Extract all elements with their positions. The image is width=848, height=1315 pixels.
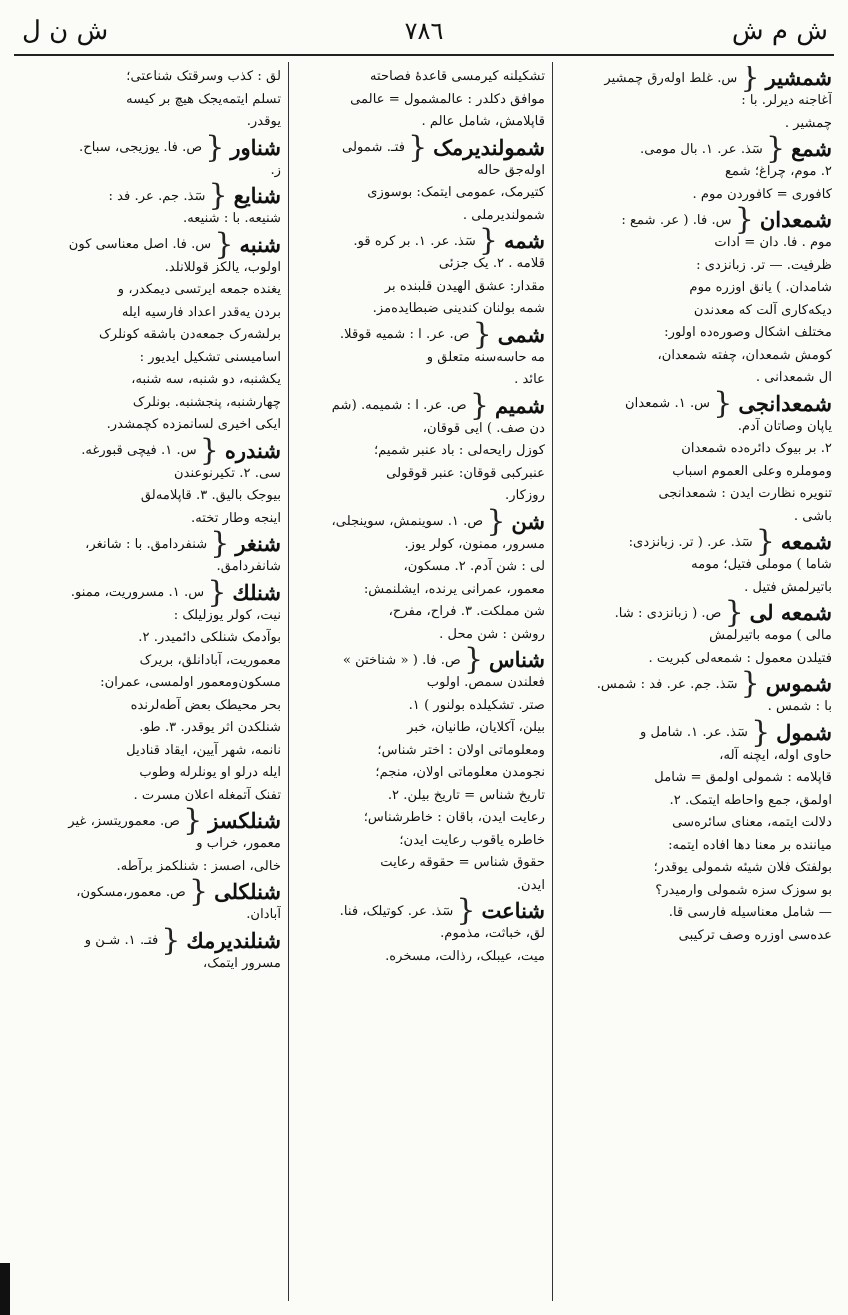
entry-headword: شن	[511, 508, 545, 534]
entry-brace: {	[724, 595, 744, 630]
definition-line: ایکی اخیری لسانمزدە کچمشدر.	[106, 417, 281, 432]
definition-line: رعایت ایدن، باقان : خاطرشناس؛	[363, 810, 545, 825]
entry-brace: {	[161, 922, 181, 958]
definition-line: س. فا. اصل معناسی کون	[68, 237, 212, 252]
definition-line: حقوق شناس = حقوقە رعایت	[380, 855, 545, 870]
entry-headword: شمعه	[780, 529, 832, 554]
definition-line: شن مملکت. ٣. فراح، مفرح،	[388, 604, 545, 619]
entry-headword: شمیم	[494, 392, 545, 418]
definition-line: شمە بولنان کندینی ضبطایدەمز.	[372, 301, 545, 316]
entry-brace: {	[740, 666, 760, 701]
entry-definition	[560, 396, 832, 528]
definition-line: معمور، خراب و	[196, 836, 281, 851]
definition-line: فعلندن سمص. اولوب	[426, 675, 545, 690]
definition-line: میاننده بر معنا دها افادە ایتمە:	[668, 837, 832, 853]
definition-line: ص. معموریتسز، غیر	[68, 813, 181, 829]
definition-line: دلالت ایتمە، معنای سائرەسی	[672, 815, 832, 830]
definition-line: ال شمعدانی .	[755, 370, 832, 385]
definition-line: لق : کذب وسرقتک شناعتی؛	[126, 69, 281, 84]
entry-brace: {	[469, 387, 489, 423]
definition-line: آغاجنه دیرلر. با :	[741, 93, 832, 108]
definition-line: ص. ( زبانزدی : شا.	[614, 605, 722, 621]
entry-brace: {	[472, 316, 492, 352]
definition-line: مە حاسەسنە متعلق و	[426, 349, 545, 365]
definition-line: ظرفیت. — تر. زبانزدی :	[696, 257, 832, 273]
entry-headword: شناس	[489, 647, 545, 672]
definition-line: دن صف. ) ایی قوقان،	[422, 420, 545, 436]
dictionary-entry	[560, 666, 832, 719]
definition-line: — شامل معناسیلە فارسی قا.	[668, 905, 832, 920]
definition-line: روزکار.	[505, 488, 545, 503]
definition-line: خاطرە یاقوب رعایت ایدن؛	[399, 832, 545, 848]
definition-line: اولەجق حالە	[477, 162, 545, 178]
header-right-letters: ش م ش	[731, 16, 828, 46]
entry-definition	[297, 514, 545, 646]
dictionary-entry	[297, 642, 545, 897]
definition-line: خالی، اصسز : شنلکمز برآطە.	[116, 858, 281, 874]
definition-line: تشکیلنە کیرمسی قاعدۀ فصاحتە	[369, 69, 545, 84]
entry-brace: {	[713, 385, 733, 421]
entry-brace: {	[208, 178, 228, 213]
entry-headword: شندره	[224, 437, 281, 463]
dictionary-entry	[297, 66, 545, 134]
definition-line: معموریت، آبادانلق، بریرک	[139, 652, 281, 668]
definition-line: س. غلط اولەرق چمشیر	[604, 70, 738, 86]
definition-line: عدەسی اوزرە وصف ترکیبی	[678, 927, 832, 943]
definition-line: سٓذ. جم. عر. فد : شمس.	[596, 676, 738, 692]
page-header	[14, 10, 834, 56]
definition-line: چمشیر .	[784, 115, 832, 131]
dictionary-entry	[18, 129, 281, 183]
definition-line: لق، خباثت، مذموم.	[440, 926, 545, 941]
definition-line: شامدان. ) یانق اوزره موم	[689, 280, 832, 295]
entry-brace: {	[765, 131, 786, 166]
entry-headword: شنلکلی	[214, 879, 281, 904]
entry-headword: شمشیر	[765, 66, 832, 90]
dictionary-entry	[560, 595, 832, 670]
dictionary-entry	[297, 387, 545, 508]
definition-line: مسرور ایتمک،	[202, 955, 281, 971]
definition-line: ص. عر. ا : شمیە قوقلا.	[339, 327, 470, 342]
definition-line: سٓذ. عر. ١. شامل و	[640, 725, 749, 740]
entry-headword: شنلکسز	[208, 808, 281, 833]
dictionary-entry	[18, 526, 281, 579]
definition-line: بولفتک فلان شیئە شمولی یوقدر؛	[653, 860, 832, 875]
entry-headword: شمولندیرمک	[433, 134, 545, 160]
entry-headword: شموس	[765, 671, 832, 696]
definition-line: تسلم ایتمەیجک هیچ بر کیسە	[126, 91, 281, 107]
definition-line: یاپان وصاتان آدم.	[737, 418, 832, 434]
entry-headword: شمول	[776, 719, 832, 745]
definition-line: مسرور، ممنون، کولر یوز.	[404, 536, 545, 552]
entry-headword: شنایع	[233, 183, 281, 208]
definition-line: یکشنبە، دو شنبە، سە شنبە،	[131, 372, 281, 387]
definition-line: مسکون‌ومعمور اولمسی، عمران:	[100, 675, 281, 690]
definition-line: تفنک آتمغلە اعلان مسرت .	[133, 787, 281, 803]
dictionary-entry	[297, 223, 545, 321]
entry-headword: شنلك	[232, 579, 281, 605]
page-number: ٧٨٦	[404, 17, 444, 45]
entry-definition	[18, 585, 281, 807]
definition-line: ص. معمور،مسکون،	[76, 884, 186, 900]
definition-line: حاوی اولە، ایچنە آلە،	[719, 747, 832, 763]
definition-line: معمور، عمرانی یرندە، ایشلنمش:	[363, 581, 545, 597]
entry-brace: {	[408, 129, 428, 165]
definition-line: نانمە، شهر آیین، ایقاد قنادیل	[126, 742, 281, 758]
definition-line: نیت، کولر یوزلیلک :	[173, 607, 281, 623]
definition-line: فتیلدن معمول : شمعەلی کبریت .	[648, 650, 832, 666]
entry-headword: شمه	[504, 228, 545, 253]
definition-line: سٓذ. عر. ١. بال مومی.	[640, 141, 763, 157]
definition-line: موافق دکلدر : عالمشمول = عالمی	[350, 91, 545, 107]
definition-line: فتـ. شمولی	[342, 140, 406, 155]
entry-brace: {	[210, 526, 230, 561]
dictionary-entry	[297, 503, 545, 647]
definition-line: ز.	[270, 162, 281, 178]
definition-line: کافوری = کافوردن موم .	[692, 186, 832, 202]
dictionary-entry	[18, 874, 281, 927]
definition-line: شاما ) موملی فتیل؛ مومە	[691, 557, 832, 572]
definition-line: قلامە . ٢. یک جزئی	[438, 256, 545, 271]
entry-brace: {	[740, 66, 760, 95]
entry-brace: {	[751, 714, 771, 750]
entry-headword: شناعت	[481, 898, 545, 923]
definition-line: ایلە درلو او یونلرلە وطوب	[139, 765, 281, 780]
dictionary-entry	[297, 129, 545, 228]
definition-line: بردن یەقدر اعداد فارسیە ایلە	[121, 304, 281, 320]
entry-definition	[560, 213, 832, 390]
definition-line: اسامیسنی تشکیل ایدیور :	[139, 349, 281, 365]
definition-line: برلشەرک جمعەدن باشقە کونلرک	[99, 327, 281, 342]
definition-line: با : شمس .	[767, 699, 832, 714]
definition-line: چهارشنبە، پنجشنبە. بونلرک	[132, 394, 281, 410]
entry-headword: شنلندیرمك	[186, 927, 281, 953]
definition-line: صتر. تشکیلدە بولنور ) ١.	[408, 697, 545, 713]
entry-brace: {	[199, 432, 219, 468]
definition-line: شانفردامق.	[216, 559, 281, 574]
entry-definition	[560, 725, 832, 947]
definition-line: قاپلامش، شامل عالم .	[421, 114, 545, 129]
definition-line: آبادان.	[246, 907, 281, 922]
definition-line: تنویرە نظارت ایدن : شمعدانجی	[658, 486, 832, 501]
dictionary-entry	[560, 66, 832, 135]
definition-line: بحر محیطک بعض آطەلرندە	[130, 697, 281, 713]
definition-line: ص. فا. یوزیجی، سباح.	[79, 140, 203, 155]
entry-brace: {	[486, 503, 506, 539]
entry-brace: {	[188, 874, 209, 909]
entry-headword: شمعدانجی	[738, 390, 832, 416]
definition-line: کوزل رایحەلی : باد عنبر شمیم؛	[373, 443, 545, 458]
scan-edge-mark	[0, 1263, 10, 1315]
entry-definition	[18, 66, 281, 134]
definition-line: شنیعە. با : شنیعە.	[183, 211, 281, 226]
definition-line: بیوجک بالیق. ٣. قاپلامەلق	[140, 488, 281, 503]
dictionary-entry	[297, 316, 545, 392]
definition-line: دیکەکاری آلت کە معدندن	[693, 302, 832, 318]
definition-line: س. ١. فیچی قبورغە.	[81, 443, 197, 458]
definition-line: یغندە جمعە ایرتسی دیمکدر، و	[117, 282, 281, 297]
dictionary-entry	[18, 432, 281, 531]
definition-line: قاپلامە : شمولی اولمق = شامل	[654, 770, 832, 785]
definition-line: کتیرمک، عمومی ایتمک: بوسوزی	[367, 185, 545, 200]
column-left	[18, 66, 281, 1299]
definition-line: سٓذ. عر. ١. بر کرە قو.	[353, 233, 476, 249]
definition-line: س. فا. ( عر. شمع :	[621, 212, 732, 228]
definition-line: مختلف اشکال وصورەدە اولور:	[664, 325, 832, 340]
dictionary-entry	[18, 66, 281, 134]
definition-line: اولوب، یالکز قوللانلد.	[164, 259, 281, 275]
definition-line: روشن : شن محل .	[439, 626, 545, 642]
dictionary-entry	[18, 803, 281, 878]
entry-headword: شمعدان	[759, 207, 832, 232]
dictionary-entry	[18, 178, 281, 231]
entry-brace: {	[456, 893, 476, 928]
definition-line: ص. عر. ا : شمیمە. (شم	[331, 398, 467, 413]
definition-line: تاریخ شناس = تاریخ بیلن. ٢.	[387, 787, 545, 803]
definition-line: بیلن، آکلایان، طانیان، خبر	[407, 720, 545, 735]
definition-line: باتیرلمش فتیل .	[744, 579, 832, 595]
definition-line: ص. ١. سوینمش، سوینجلی،	[331, 514, 484, 529]
column-divider-left	[288, 62, 289, 1301]
dictionary-entry	[18, 226, 281, 437]
dictionary-entry	[560, 131, 832, 206]
definition-line: مقدار: عشق الهیدن قلبندە بر	[384, 278, 545, 294]
definition-line: باشی .	[793, 508, 832, 524]
definition-line: س. ١. مسروریت، ممنو.	[70, 585, 205, 600]
column-right	[560, 66, 832, 1299]
definition-line: س. ١. شمعدان	[624, 396, 711, 411]
definition-line: نجومدن معلوماتی اولان، منجم؛	[375, 765, 545, 780]
entry-headword: شنغر	[235, 531, 281, 556]
entry-definition	[18, 237, 281, 437]
column-middle	[297, 66, 545, 1299]
definition-line: میت، عیبلک، رذالت، مسخرە.	[385, 948, 545, 964]
dictionary-entry	[18, 922, 281, 976]
entry-headword: شناور	[230, 134, 281, 160]
dictionary-entry	[560, 385, 832, 529]
definition-line: لی : شن آدم. ٢. مسکون،	[403, 559, 545, 574]
entry-brace: {	[183, 803, 203, 838]
entry-definition	[297, 66, 545, 134]
definition-line: بو سوزک سزە شمولی وارمیدر؟	[655, 882, 832, 898]
entry-brace: {	[755, 524, 775, 559]
definition-line: بوآدمک شنلکی دائمیدر. ٢.	[138, 630, 281, 645]
definition-line: اولمق، جمع واحاطە ایتمک. ٢.	[669, 792, 832, 808]
definition-line: عائد .	[514, 372, 545, 387]
entry-brace: {	[207, 574, 227, 610]
definition-line: سٓذ. جم. عر. فد :	[108, 188, 206, 204]
entry-definition	[297, 653, 545, 898]
dictionary-entry	[560, 202, 832, 390]
entry-brace: {	[734, 202, 754, 237]
dictionary-entry	[560, 714, 832, 948]
definition-line: شمولندیرملی .	[462, 207, 545, 223]
column-divider-right	[552, 62, 553, 1301]
entry-headword: شمعه لی	[749, 600, 832, 625]
definition-line: ص. فا. ( « شناختن »	[342, 652, 461, 668]
definition-line: سی. ٢. تکیرنوعندن	[173, 465, 281, 481]
definition-line: ٢. بر بیوک دائرەدە شمعدان	[681, 441, 832, 456]
entry-headword: شمع	[791, 136, 832, 161]
dictionary-entry	[18, 574, 281, 808]
definition-line: ٢. موم، چراغ؛ شمع	[724, 164, 832, 179]
header-left-letters: ش ن ل	[22, 16, 109, 46]
definition-line: فتـ. ١. شـن و	[84, 933, 159, 948]
definition-line: شنفردامق. با : شانغر،	[85, 536, 208, 552]
entry-brace: {	[205, 129, 225, 165]
definition-line: یوقدر.	[246, 114, 281, 129]
definition-line: ایدن.	[516, 877, 545, 893]
entry-brace: {	[478, 223, 498, 258]
dictionary-entry	[297, 893, 545, 968]
definition-line: وموملرە وعلی العموم اسباب	[672, 463, 832, 479]
entry-brace: {	[463, 642, 484, 677]
definition-line: سٓذ. عر. ( تر. زبانزدی:	[628, 534, 753, 550]
definition-line: عنبرکبی قوقان: عنبر قوقولی	[386, 465, 545, 481]
dictionary-entry	[560, 524, 832, 599]
entry-headword: شمی	[497, 321, 545, 347]
definition-line: اینجە وطار تختە.	[191, 510, 281, 526]
definition-line: شنلکدن اثر یوقدر. ٣. طو.	[139, 720, 281, 735]
definition-line: مالی ) مومە باتیرلمش	[709, 628, 832, 643]
entry-headword: شنبه	[239, 231, 281, 257]
definition-line: کومش شمعدان، چفتە شمعدان،	[657, 347, 832, 363]
definition-line: ومعلوماتی اولان : اختر شناس؛	[377, 742, 545, 758]
definition-line: موم . فا. دان = ادات	[714, 235, 832, 250]
definition-line: سٓذ. عر. کوتیلک، فنا.	[339, 903, 454, 919]
entry-brace: {	[214, 226, 234, 262]
